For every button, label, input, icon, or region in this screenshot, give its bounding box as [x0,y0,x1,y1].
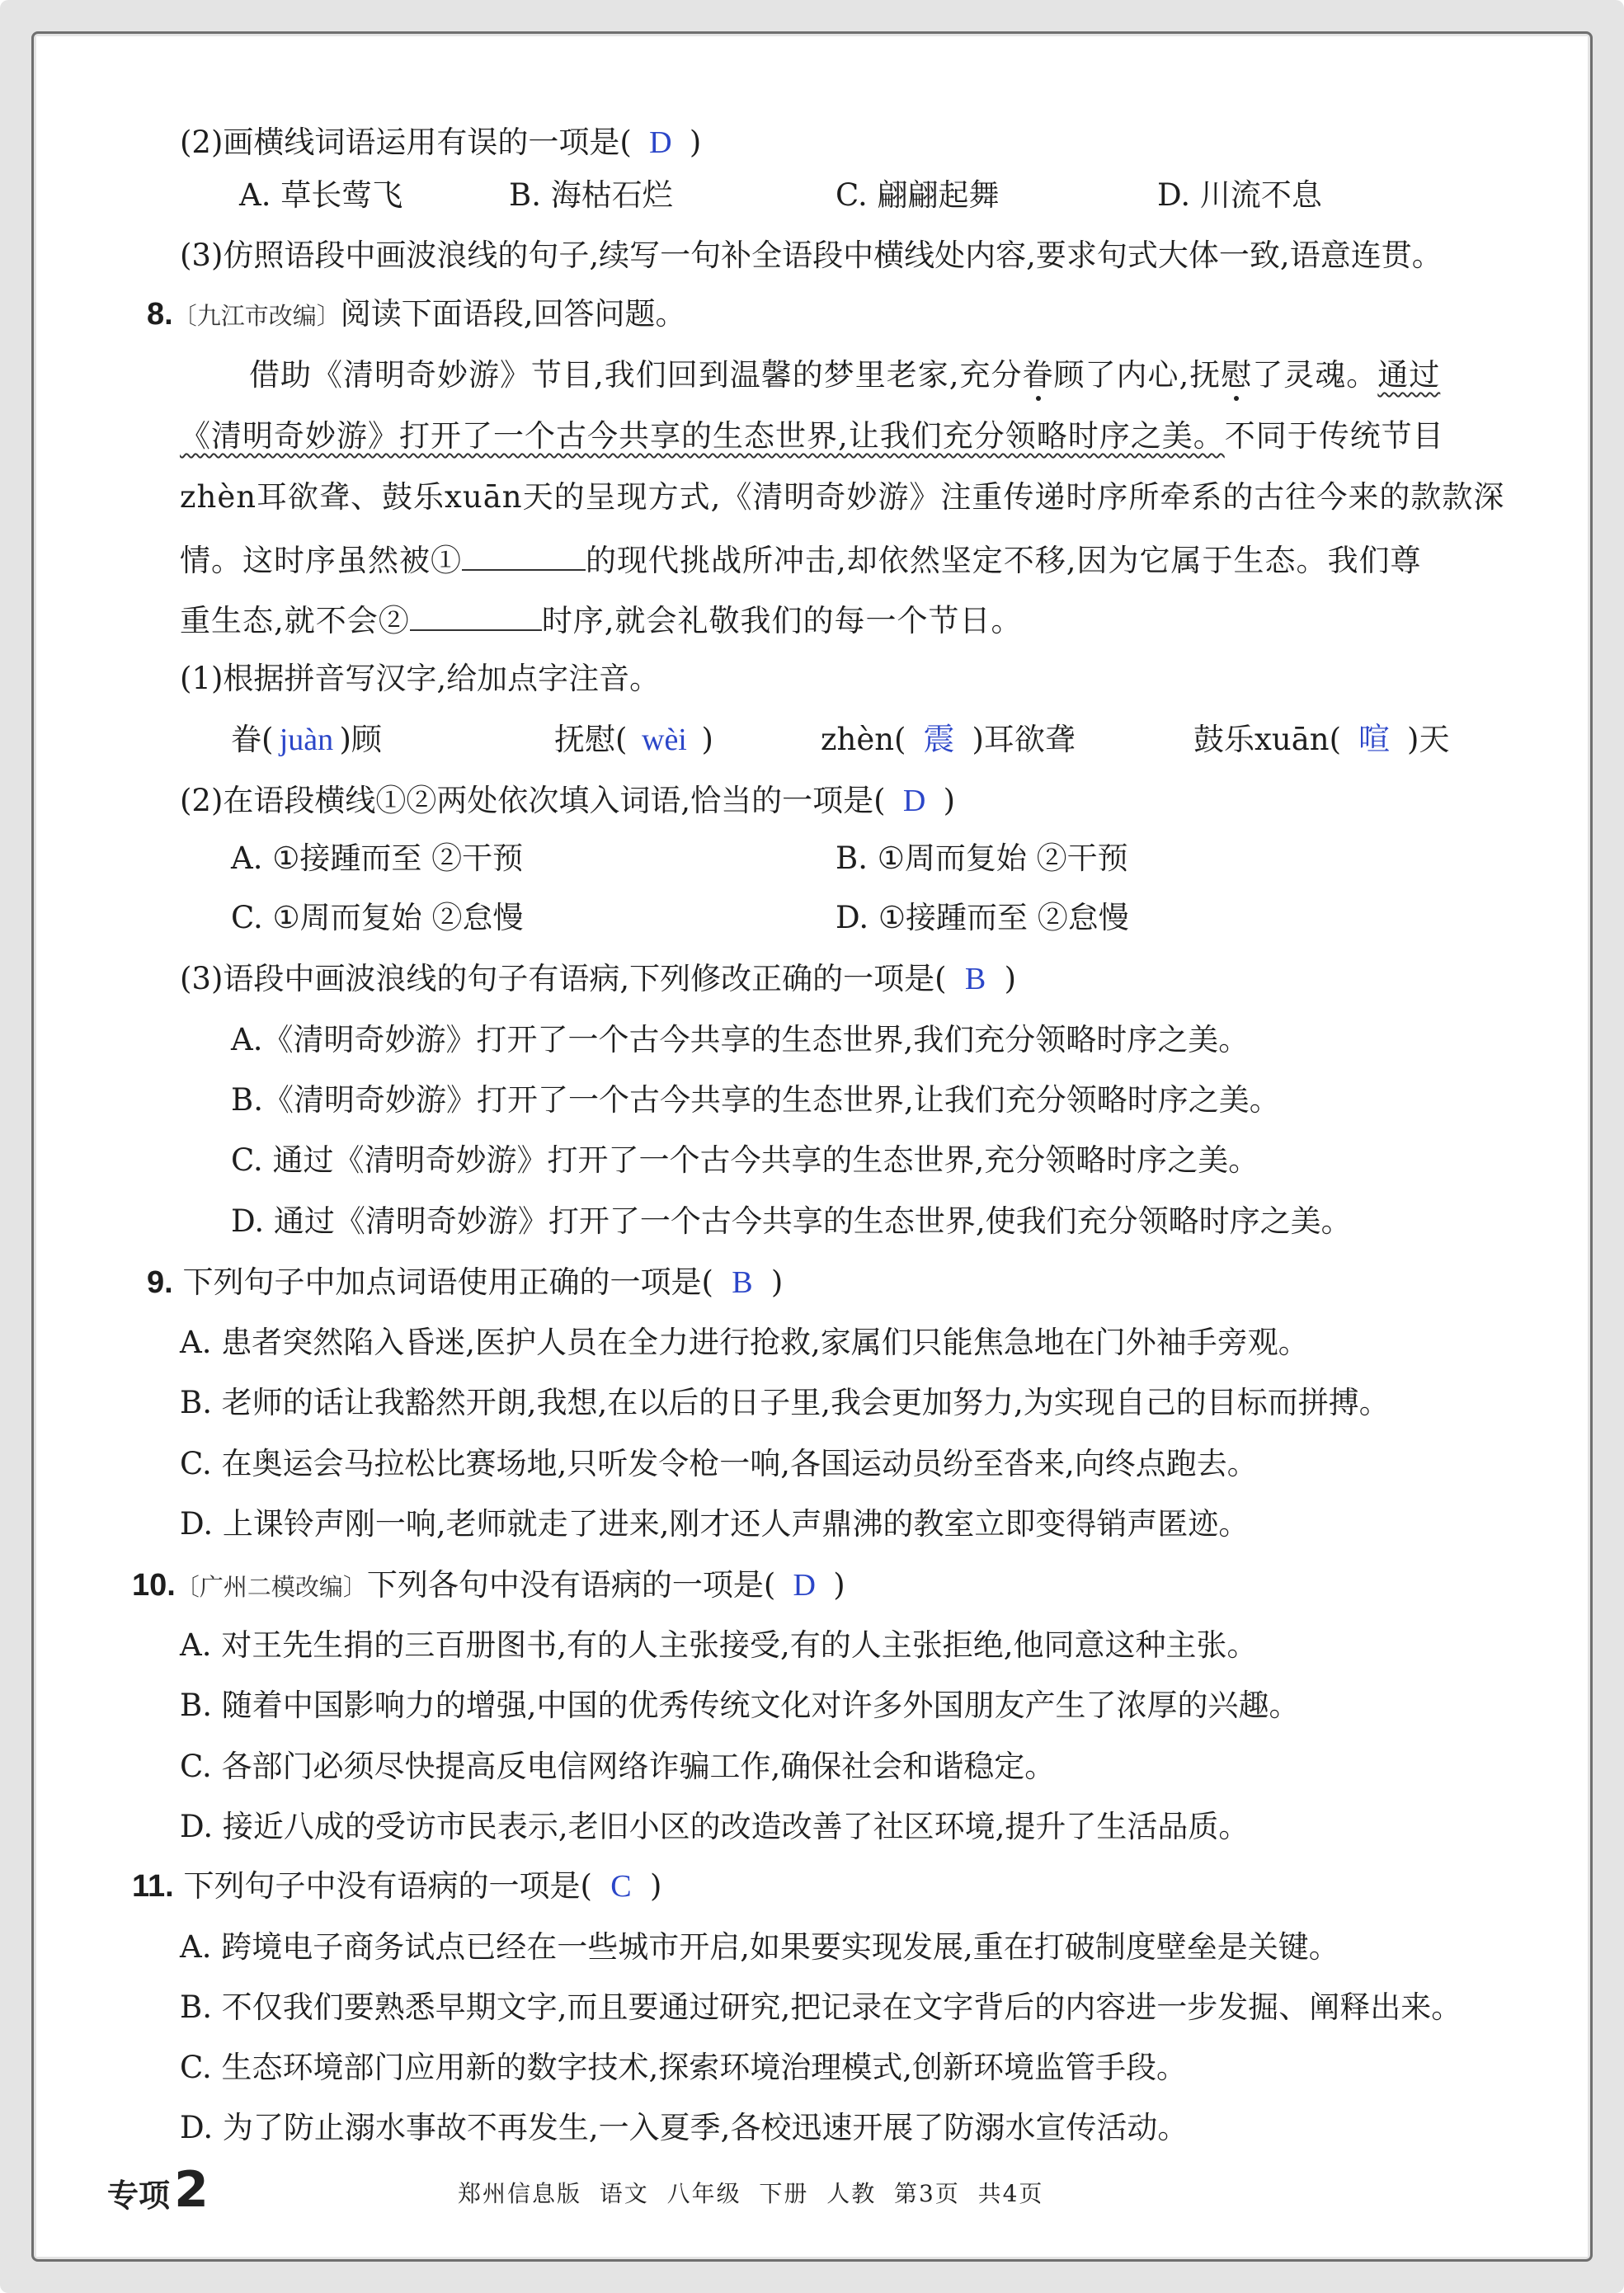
wavy-sentence-start: 通过 [1377,357,1441,393]
blank-1 [462,538,586,571]
q8-sub3-answer: B [964,962,986,996]
q11-option-c: C. 生态环境部门应用新的数字技术,探索环境治理模式,创新环境监管手段。 [180,2050,1188,2085]
q8-sub2-option-c: C. ①周而复始 ②怠慢 [231,900,524,935]
q9-option-a: A. 患者突然陷入昏迷,医护人员在全力进行抢救,家属们只能焦急地在门外袖手旁观。 [180,1325,1309,1360]
q7-sub2-line [180,122,701,163]
pinyin-item-1: 眷( juàn )顾 [231,722,382,757]
q10-number: 10. [132,1568,176,1603]
q9-option-c: C. 在奥运会马拉松比赛场地,只听发令枪一响,各国运动员纷至沓来,向终点跑去。 [180,1446,1258,1481]
q8-sub3-line: (3)语段中画波浪线的句子有语病,下列修改正确的一项是( B ) [180,958,1016,1000]
q7-sub2-close: ) [689,125,702,160]
q8-sub2-options-row1 [0,838,1624,879]
footer-section-label [107,2157,209,2223]
q10-option-b: B. 随着中国影响力的增强,中国的优秀传统文化对许多外国朋友产生了浓厚的兴趣。 [180,1688,1300,1723]
q9-header: 9. 下列句子中加点词语使用正确的一项是( B ) [147,1262,783,1303]
q8-header [147,294,685,335]
q8-sub3-option-a: A.《清明奇妙游》打开了一个古今共享的生态世界,我们充分领略时序之美。 [231,1022,1250,1057]
q10-source: 〔广州二模改编〕 [175,1573,367,1601]
q7-option-a: A. 草长莺飞 [239,177,403,213]
q11-option-b: B. 不仅我们要熟悉早期文字,而且要通过研究,把记录在文字背后的内容进一步发掘、阐释出来。 [180,1989,1462,2025]
q8-sub1-items [0,719,1624,760]
pinyin-item-2: 抚慰( wèi ) [554,722,713,757]
q8-sub2-option-a: A. ①接踵而至 ②干预 [231,840,524,876]
q7-sub2-stem: (2)画横线词语运用有误的一项是( [180,125,632,160]
q7-option-b: B. 海枯石烂 [509,177,673,213]
q11-stem: 下列句子中没有语病的一项是( [183,1868,592,1904]
q8-number: 8. [147,297,173,332]
q10-option-d: D. 接近八成的受访市民表示,老旧小区的改造改善了社区环境,提升了生活品质。 [180,1809,1250,1844]
q11-option-a: A. 跨境电子商务试点已经在一些城市开启,如果要实现发展,重在打破制度壁垒是关键。 [180,1929,1339,1965]
q9-option-d: D. 上课铃声刚一响,老师就走了进来,刚才还人声鼎沸的教室立即变得销声匿迹。 [180,1506,1250,1542]
dotted-char-juan: 眷 [1023,355,1054,396]
q9-answer: B [732,1265,753,1300]
q11-number: 11. [132,1869,174,1904]
footer-info: 郑州信息版 语文 八年级 下册 人教 第3页 共4页 [458,2180,1044,2207]
q8-sub2-options-row2 [0,897,1624,939]
q7-sub2-answer: D [649,125,672,160]
q10-option-c: C. 各部门必须尽快提高反电信网络诈骗工作,确保社会和谐稳定。 [180,1749,1056,1784]
q7-option-d: D. 川流不息 [1157,177,1322,213]
q11-header: 11. 下列句子中没有语病的一项是( C ) [132,1866,661,1907]
q8-para-line5: 重生态,就不会② 时序,就会礼敬我们的每一个节日。 [180,598,1023,639]
q9-number: 9. [147,1265,173,1300]
q8-stem: 阅读下面语段,回答问题。 [340,296,686,332]
q9-option-b: B. 老师的话让我豁然开朗,我想,在以后的日子里,我会更加努力,为实现自己的目标而拼搏。 [180,1385,1390,1420]
footer-label: 专项 [107,2178,171,2214]
blank-2 [410,598,542,631]
q8-sub3-option-b: B.《清明奇妙游》打开了一个古今共享的生态世界,让我们充分领略时序之美。 [231,1082,1280,1118]
q8-sub1-stem: (1)根据拼音写汉字,给加点字注音。 [180,661,661,696]
q9-stem: 下列句子中加点词语使用正确的一项是( [182,1264,713,1300]
dotted-char-wei: 慰 [1221,355,1252,396]
pinyin-item-3: zhèn( 震 )耳欲聋 [821,722,1076,757]
q8-sub2-option-d: D. ①接踵而至 ②怠慢 [836,900,1129,935]
q8-sub2-stem: (2)在语段横线①②两处依次填入词语,恰当的一项是( [180,783,886,818]
q8-sub3-option-c: C. 通过《清明奇妙游》打开了一个古今共享的生态世界,充分领略时序之美。 [231,1142,1259,1178]
q11-answer: C [610,1869,632,1904]
q8-sub2-option-b: B. ①周而复始 ②干预 [836,840,1128,876]
q10-answer: D [793,1568,816,1603]
q7-sub2-options [0,175,1624,216]
q10-header: 10.〔广州二模改编〕下列各句中没有语病的一项是( D ) [132,1565,845,1606]
q10-option-a: A. 对王先生捐的三百册图书,有的人主张接受,有的人主张拒绝,他同意这种主张。 [180,1627,1258,1663]
q8-para-line2: 《清明奇妙游》打开了一个古今共享的生态世界,让我们充分领略时序之美。不同于传统节目 [180,418,1444,454]
q11-option-d: D. 为了防止溺水事故不再发生,一入夏季,各校迅速开展了防溺水宣传活动。 [180,2110,1189,2145]
q8-sub3-option-d: D. 通过《清明奇妙游》打开了一个古今共享的生态世界,使我们充分领略时序之美。 [231,1203,1352,1239]
q7-sub3: (3)仿照语段中画波浪线的句子,续写一句补全语段中横线处内容,要求句式大体一致,语意连贯。 [180,238,1443,273]
q8-source: 〔九江市改编〕 [172,302,341,330]
q8-para-line3: zhèn耳欲聋、鼓乐xuān天的呈现方式,《清明奇妙游》注重传递时序所牵系的古往今来的款款深 [180,479,1505,515]
q7-option-c: C. 翩翩起舞 [836,177,1000,213]
pinyin-item-4: 鼓乐xuān( 喧 )天 [1193,722,1450,757]
q8-para-line4: 情。这时序虽然被① 的现代挑战所冲击,却依然坚定不移,因为它属于生态。我们尊 [180,538,1422,579]
footer-number: 2 [174,2161,209,2219]
wavy-sentence: 《清明奇妙游》打开了一个古今共享的生态世界,让我们充分领略时序之美。 [180,418,1225,454]
q8-sub2-answer: D [902,784,926,818]
q8-para-line1: 借助《清明奇妙游》节目,我们回到温馨的梦里老家,充分眷顾了内心,抚慰了灵魂。通过 [249,355,1440,396]
q8-sub2-line: (2)在语段横线①②两处依次填入词语,恰当的一项是( D ) [180,780,955,822]
q10-stem: 下列各句中没有语病的一项是( [366,1567,776,1603]
q8-sub3-stem: (3)语段中画波浪线的句子有语病,下列修改正确的一项是( [180,961,947,996]
